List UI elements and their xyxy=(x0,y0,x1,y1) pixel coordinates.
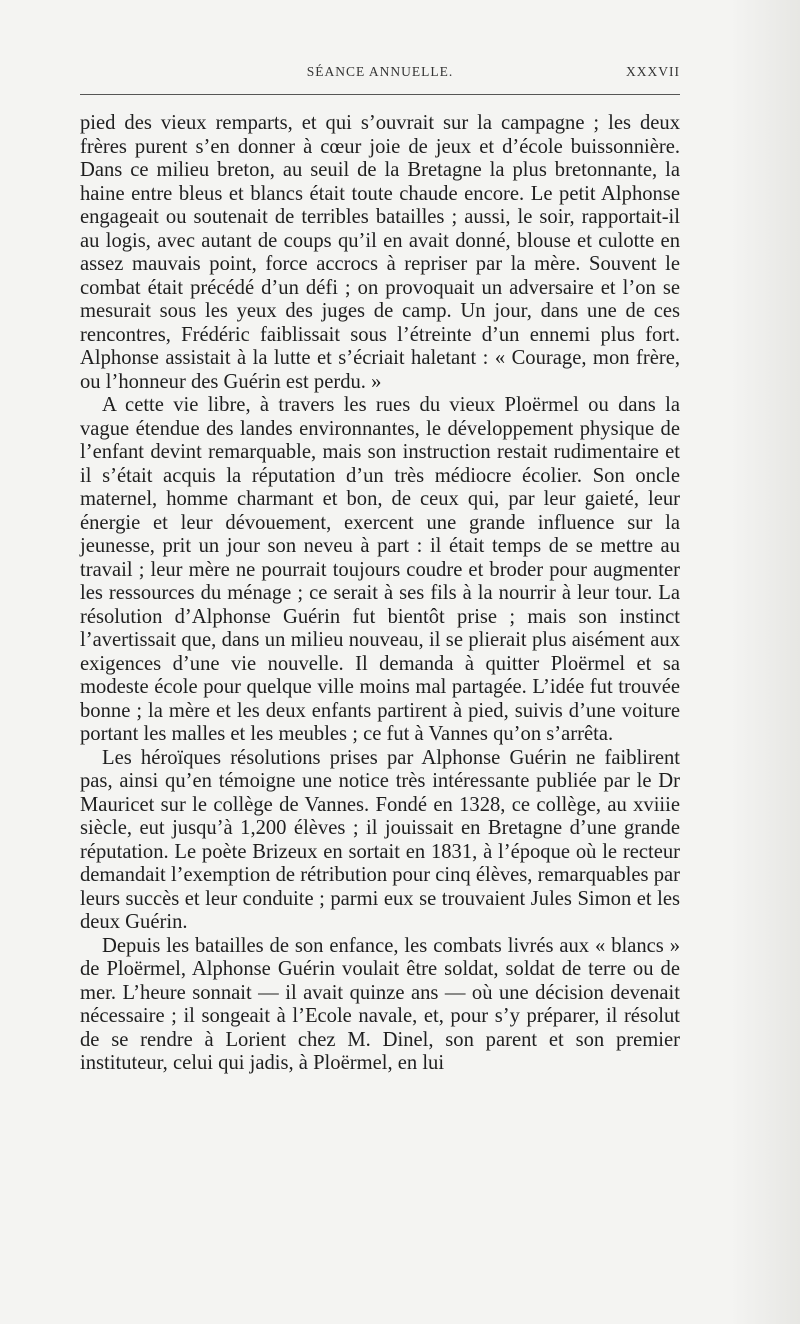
header-rule xyxy=(80,94,680,95)
paragraph-2: A cette vie libre, à travers les rues du vieux Ploërmel ou dans la vague étendue des landes environnantes, le développement physique de l’enfant devint remarquable, mais son instruction restait rudimentaire et il s’était acquis la réputation d’un très médiocre écolier. Son oncle maternel, homme charmant et bon, de ceux qui, par leur gaieté, leur énergie et leur dévouement, exercent une grande influence sur la jeunesse, prit un jour son neveu à part : il était temps de se mettre au travail ; leur mère ne pourrait toujours coudre et broder pour augmenter les ressources du ménage ; ce serait à ses fils à la nourrir à leur tour. La résolution d’Alphonse Guérin fut bientôt prise ; mais son instinct l’avertissait que, dans un milieu nouveau, il se plierait plus aisément aux exigences d’une vie nouvelle. Il demanda à quitter Ploërmel et sa modeste école pour quelque ville moins mal partagée. L’idée fut trouvée bonne ; la mère et les deux enfants partirent à pied, suivis d’une voiture portant les malles et les meubles ; ce fut à Vannes qu’on s’arrêta. xyxy=(80,394,680,745)
paragraph-4: Depuis les batailles de son enfance, les combats livrés aux « blancs » de Ploërmel, Alphonse Guérin voulait être soldat, soldat de terre ou de mer. L’heure sonnait — il avait quinze ans — où une décision devenait nécessaire ; il songeait à l’Ecole navale, et, pour s’y préparer, il résolut de se rendre à Lorient chez M. Dinel, son parent et son premier instituteur, celui qui jadis, à Ploërmel, en lui xyxy=(80,934,680,1074)
paragraph-1: pied des vieux remparts, et qui s’ouvrait sur la campagne ; les deux frères purent s’en donner à cœur joie de jeux et d’école buissonnière. Dans ce milieu breton, au seuil de la Bretagne la plus bretonnante, la haine entre bleus et blancs était toute chaude encore. Le petit Alphonse engageait ou soutenait de terribles batailles ; aussi, le soir, rapportait-il au logis, avec autant de coups qu’il en avait donné, blouse et culotte en assez mauvais point, force accrocs à repriser par la mère. Souvent le combat était précédé d’un défi ; on provoquait un adversaire et l’on se mesurait sous les yeux des juges de camp. Un jour, dans une de ces rencontres, Frédéric faiblissait sous l’étreinte d’un ennemi plus fort. Alphonse assistait à la lutte et s’écriait haletant : « Courage, mon frère, ou l’honneur des Guérin est perdu. » xyxy=(80,112,680,393)
page-header xyxy=(80,64,680,84)
running-title: SÉANCE ANNUELLE. xyxy=(306,64,454,79)
paragraph-3: Les héroïques résolutions prises par Alphonse Guérin ne faiblirent pas, ainsi qu’en témoigne une notice très intéressante publiée par le Dr Mauricet sur le collège de Vannes. Fondé en 1328, ce collège, au xviiie siècle, eut jusqu’à 1,200 élèves ; il jouissait en Bretagne d’une grande réputation. Le poète Brizeux en sortait en 1831, à l’époque où le recteur demandait l’exemption de rétribution pour cinq élèves, remarquables par leurs succès et leur conduite ; parmi eux se trouvaient Jules Simon et les deux Guérin. xyxy=(80,746,680,933)
page-number: XXXVII xyxy=(626,64,680,79)
body-text xyxy=(80,112,680,1076)
page-edge-discoloration xyxy=(730,0,800,1324)
